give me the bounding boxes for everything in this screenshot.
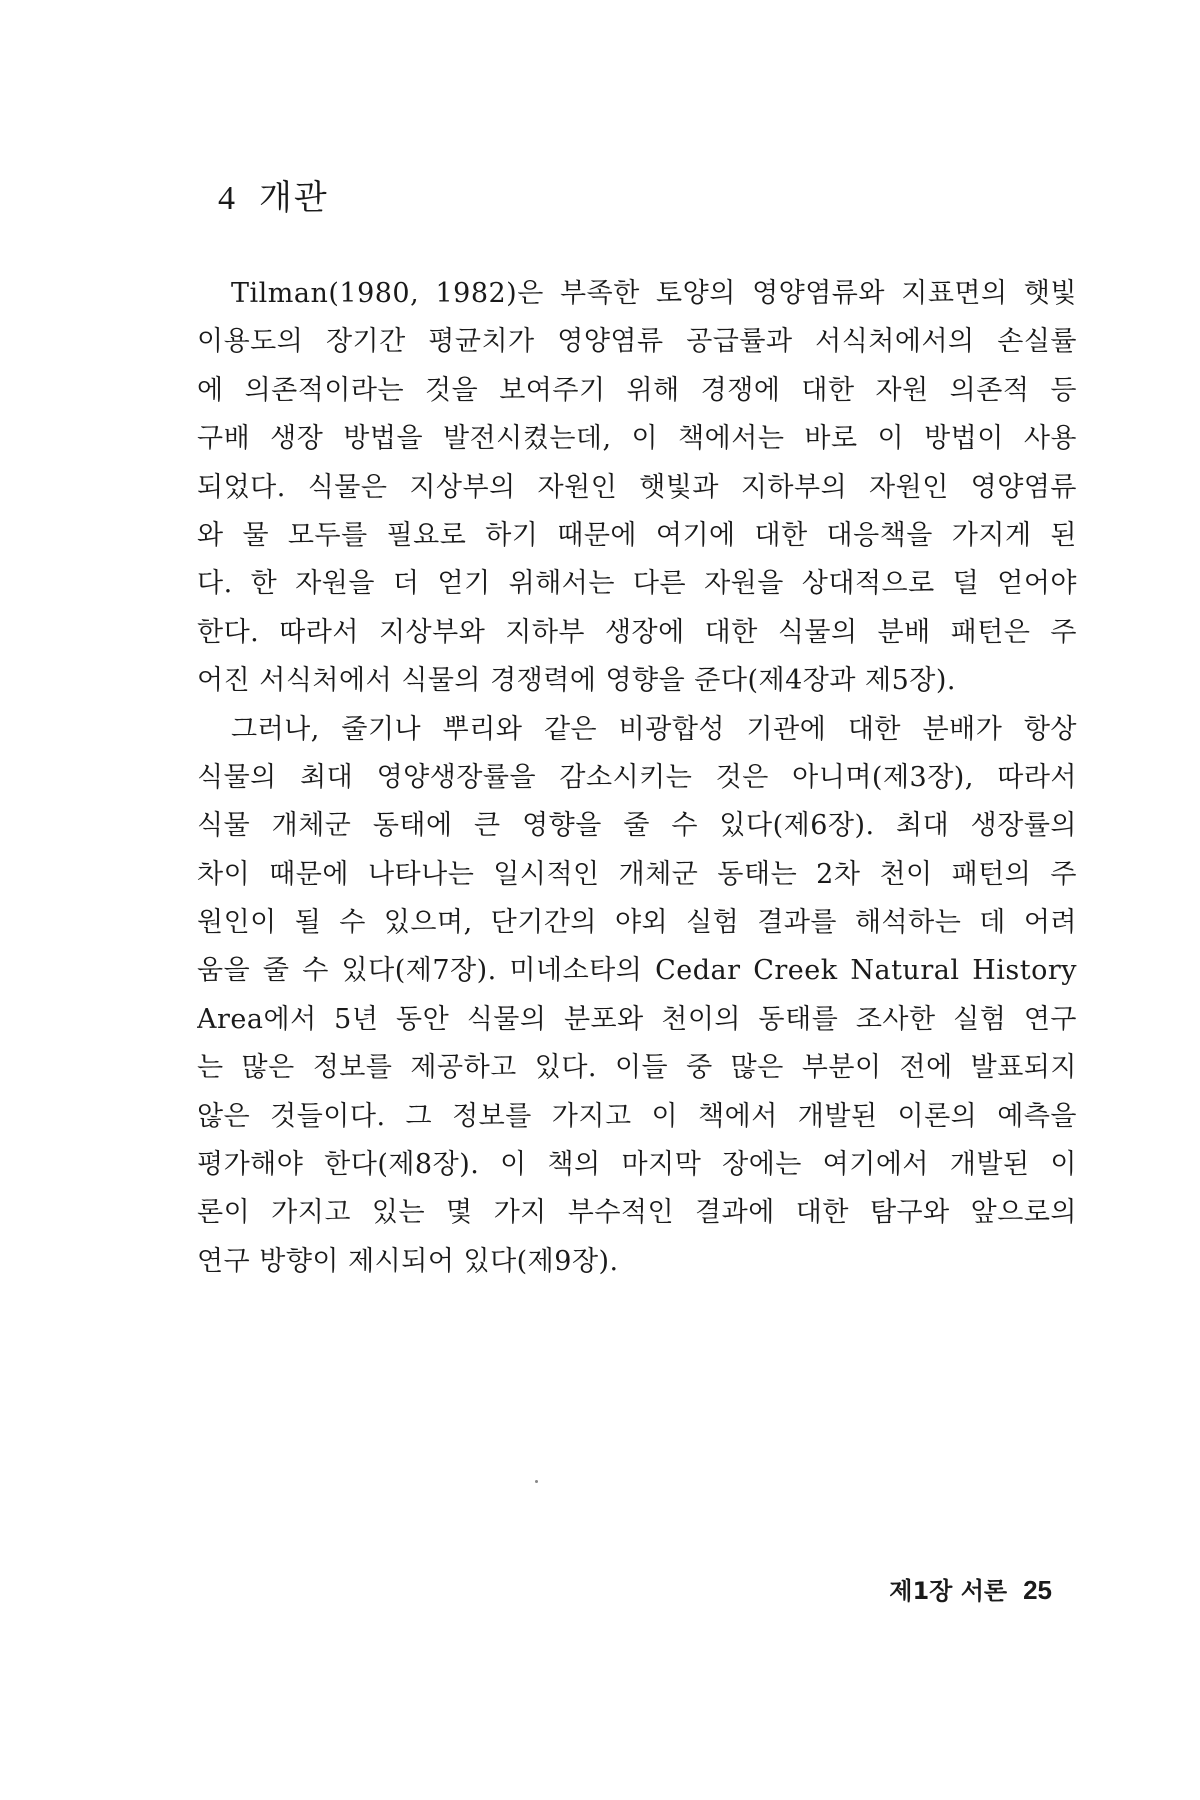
page-number: 25	[1023, 1575, 1052, 1605]
text-line: 한다. 따라서 지상부와 지하부 생장에 대한 식물의 분배 패턴은 주	[197, 616, 1077, 648]
text-line: 와 물 모두를 필요로 하기 때문에 여기에 대한 대응책을 가지게 된	[197, 519, 1077, 551]
text-line: 연구 방향이 제시되어 있다(제9장).	[197, 1245, 619, 1277]
running-footer-chapter: 제1장 서론	[889, 1577, 1008, 1605]
text-line: 원인이 될 수 있으며, 단기간의 야외 실험 결과를 해석하는 데 어려	[197, 907, 1077, 939]
text-line: Area에서 5년 동안 식물의 분포와 천이의 동태를 조사한 실험 연구	[197, 1003, 1077, 1035]
text-line: 다. 한 자원을 더 얻기 위해서는 다른 자원을 상대적으로 덜 얻어야	[197, 568, 1077, 600]
body-text	[197, 270, 1077, 1286]
text-line: 차이 때문에 나타나는 일시적인 개체군 동태는 2차 천이 패턴의 주	[197, 858, 1077, 890]
text-line: 어진 서식처에서 식물의 경쟁력에 영향을 준다(제4장과 제5장).	[197, 665, 956, 697]
speck-mark	[535, 1480, 538, 1483]
text-line: 되었다. 식물은 지상부의 자원인 햇빛과 지하부의 자원인 영양염류	[197, 471, 1077, 503]
page-footer	[889, 1575, 1052, 1606]
section-heading	[218, 178, 329, 219]
text-line: 론이 가지고 있는 몇 가지 부수적인 결과에 대한 탐구와 앞으로의	[197, 1197, 1077, 1229]
text-line: 이용도의 장기간 평균치가 영양염류 공급률과 서식처에서의 손실률	[197, 326, 1077, 358]
text-line: 식물 개체군 동태에 큰 영향을 줄 수 있다(제6장). 최대 생장률의	[197, 810, 1077, 842]
text-line: Tilman(1980, 1982)은 부족한 토양의 영양염류와 지표면의 햇빛	[231, 278, 1077, 309]
text-line: 에 의존적이라는 것을 보여주기 위해 경쟁에 대한 자원 의존적 등	[197, 374, 1077, 406]
text-line: 는 많은 정보를 제공하고 있다. 이들 중 많은 부분이 전에 발표되지	[197, 1052, 1077, 1084]
text-line: 움을 줄 수 있다(제7장). 미네소타의 Cedar Creek Natural History	[197, 955, 1077, 987]
text-line: 그러나, 줄기나 뿌리와 같은 비광합성 기관에 대한 분배가 항상	[231, 713, 1077, 745]
text-line: 식물의 최대 영양생장률을 감소시키는 것은 아니며(제3장), 따라서	[197, 761, 1077, 793]
paragraph-2	[197, 706, 1077, 1287]
text-line: 구배 생장 방법을 발전시켰는데, 이 책에서는 바로 이 방법이 사용	[197, 423, 1077, 455]
paragraph-1	[197, 270, 1077, 706]
section-number: 4	[218, 180, 237, 217]
text-line: 평가해야 한다(제8장). 이 책의 마지막 장에는 여기에서 개발된 이	[197, 1149, 1077, 1181]
text-line: 않은 것들이다. 그 정보를 가지고 이 책에서 개발된 이론의 예측을	[197, 1100, 1077, 1132]
section-title: 개관	[259, 178, 329, 218]
